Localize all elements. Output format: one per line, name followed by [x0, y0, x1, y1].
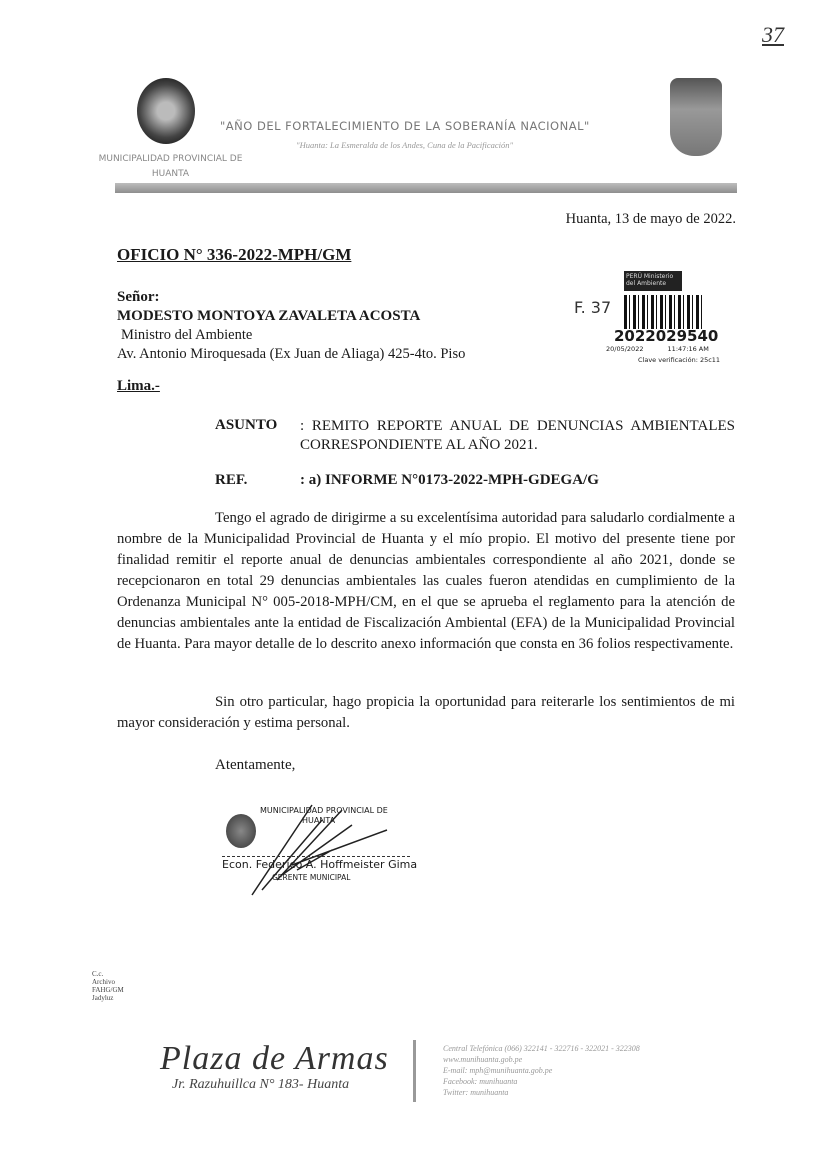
document-title: OFICIO N° 336-2022-MPH/GM [117, 245, 352, 264]
signature-line [222, 856, 410, 857]
header-divider [115, 183, 737, 193]
sub-motto: "Huanta: La Esmeralda de los Andes, Cuna de la Pacificación" [296, 140, 514, 150]
cc-item: C.c. [92, 970, 104, 978]
asunto-text: : REMITO REPORTE ANUAL DE DENUNCIAS AMBIENTALES CORRESPONDIENTE AL AÑO 2021. [300, 418, 735, 453]
barcode [624, 295, 704, 329]
stamp-header: PERÚ Ministerio del Ambiente [624, 271, 682, 291]
stamp-time: 11:47:16 AM [667, 345, 709, 353]
cc-item: Jadyluz [92, 994, 114, 1002]
footer-place: Plaza de Armas [160, 1040, 389, 1077]
contact-phone: Central Telefónica (066) 322141 - 322716 - 322021 - 322308 [443, 1044, 640, 1053]
asunto-label: ASUNTO [215, 417, 278, 433]
contact-facebook: Facebook: munihuanta [443, 1077, 518, 1086]
body-paragraph: Sin otro particular, hago propicia la oportunidad para reiterarle los sentimientos de mi mayor consideración y estima personal. [117, 694, 735, 731]
contact-twitter: Twitter: munihuanta [443, 1088, 509, 1097]
recipient-city: Lima.- [117, 378, 160, 394]
municipal-crest-logo [137, 78, 195, 144]
handwritten-signature [222, 780, 422, 900]
seal-line2: HUANTA [302, 816, 336, 825]
recipient-address: Av. Antonio Miroquesada (Ex Juan de Aliaga) 425-4to. Piso [117, 346, 466, 362]
recipient-name: MODESTO MONTOYA ZAVALETA ACOSTA [117, 308, 421, 324]
stamp-datetime [606, 345, 736, 353]
institution-line1: MUNICIPALIDAD PROVINCIAL DE [98, 154, 243, 164]
cc-item: FAHG/GM [92, 986, 124, 994]
institution-name [78, 152, 263, 182]
stamp-code: 2022029540 [614, 327, 719, 345]
seal-line1: MUNICIPALIDAD PROVINCIAL DE [260, 806, 388, 815]
signer-name: Econ. Federico A. Hoffmeister Gima [222, 858, 418, 871]
year-motto: "AÑO DEL FORTALECIMIENTO DE LA SOBERANÍA NACIONAL" [220, 119, 590, 133]
document-date: Huanta, 13 de mayo de 2022. [565, 211, 736, 227]
footer-contact [443, 1043, 640, 1098]
institution-line2: HUANTA [151, 169, 190, 179]
peru-coat-of-arms-logo [670, 78, 722, 156]
cc-item: Archivo [92, 978, 115, 986]
footer-divider [413, 1040, 416, 1102]
footer-street: Jr. Razuhuillca N° 183- Huanta [172, 1077, 350, 1092]
page-number: 37 [762, 22, 784, 47]
contact-email: E-mail: mph@munihuanta.gob.pe [443, 1066, 553, 1075]
ref-text: : a) INFORME N°0173-2022-MPH-GDEGA/G [300, 472, 599, 488]
recipient-block [117, 288, 465, 364]
cc-list [92, 970, 124, 1002]
closing: Atentamente, [215, 757, 296, 773]
signature-block [222, 800, 422, 890]
recipient-title: Ministro del Ambiente [121, 327, 253, 343]
salutation: Señor: [117, 289, 160, 305]
ref-label: REF. [215, 472, 248, 488]
signer-role: GERENTE MUNICIPAL [272, 873, 351, 882]
reception-stamp [574, 268, 736, 368]
folio-mark: F. 37 [574, 298, 612, 317]
body-paragraph: Tengo el agrado de dirigirme a su excelentísima autoridad para saludarlo cordialmente a nombre de la Municipalidad Provincial de Huanta y el mío propio. El motivo del presente tiene por finalidad remitir el reporte anual de denuncias ambientales correspondiente al año 2021, donde se recepcionaron en total 29 denuncias ambientales las cuales fueron atendidas en cumplimiento de la Ordenanza Municipal N° 005-2018-MPH/CM, en el que se aprueba el reglamento para la atención de denuncias ambientales ante la entidad de Fiscalización Ambiental (EFA) de la Municipalidad Provincial de Huanta. Para mayor detalle de lo descrito anexo información que consta en 36 folios respectivamente. [117, 510, 735, 652]
contact-web: www.munihuanta.gob.pe [443, 1055, 523, 1064]
stamp-date: 20/05/2022 [606, 345, 644, 353]
stamp-clave: Clave verificación: 25c11 [638, 356, 721, 364]
